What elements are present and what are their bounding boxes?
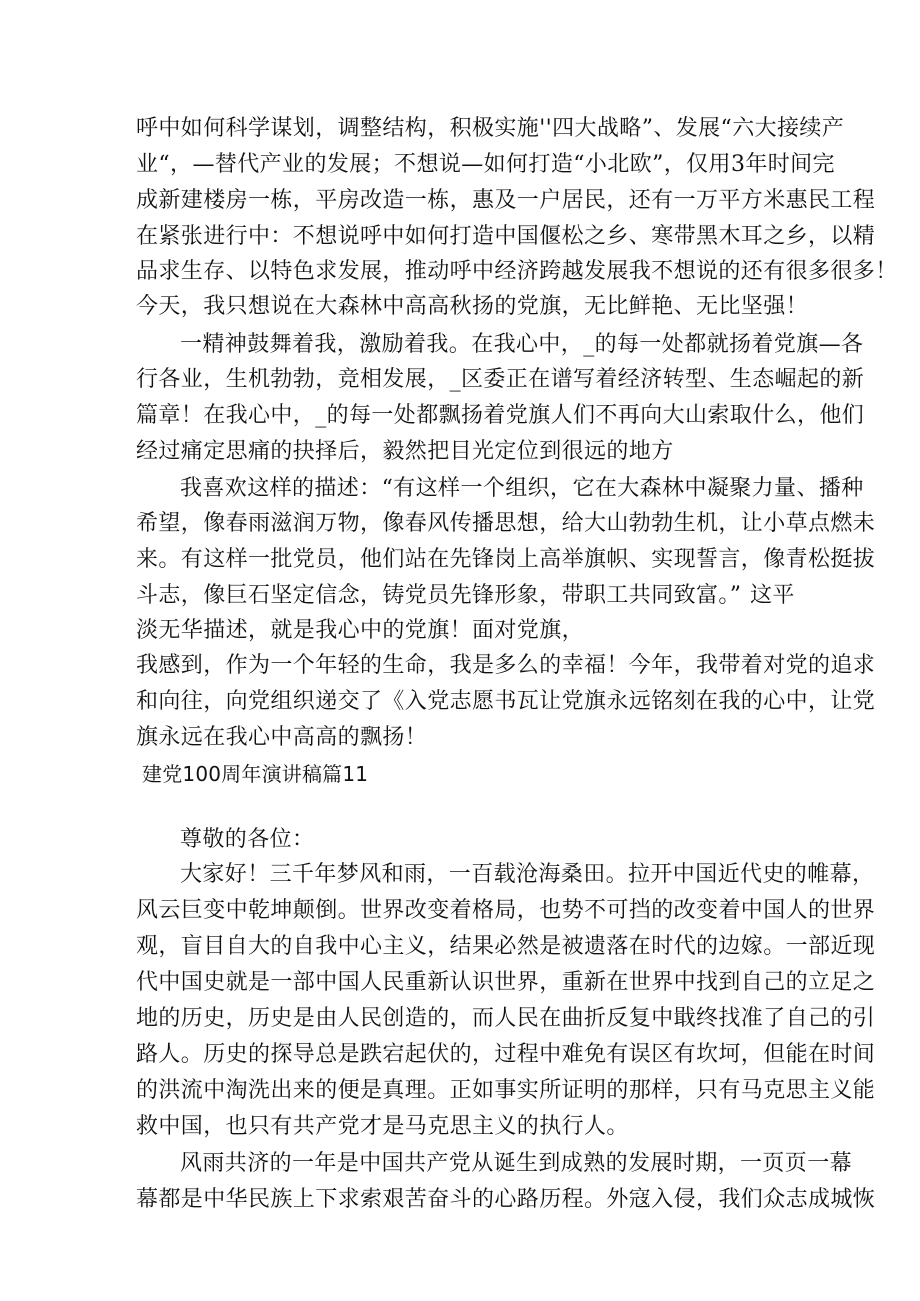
text-line: 大家好！三千年梦风和雨，一百载沧海桑田。拉开中国近代史的帷幕，	[180, 862, 875, 887]
text-line: 品求生存、以特色求发展，推动呼中经济跨越发展我不想说的还有很多很多！	[136, 259, 898, 284]
text-line: 一精神鼓舞着我，激励着我。在我心中，_的每一处都就扬着党旗—各	[180, 332, 864, 357]
text-line: 业“，—替代产业的发展；不想说—如何打造“小北欧”，仅用3年时间完	[136, 152, 835, 177]
text-line: 旗永远在我心中高高的飘扬！	[136, 725, 428, 750]
text-line: 行各业，生机勃勃，竞相发展，_区委正在谱写着经济转型、生态崛起的新	[136, 367, 865, 392]
text-line: 风云巨变中乾坤颠倒。世界改变着格局，也势不可挡的改变着中国人的世界	[136, 898, 876, 923]
text-line: 地的历史，历史是由人民创造的，而人民在曲折反复中戢终找准了自己的引	[136, 1006, 876, 1031]
section-heading: 建党100周年演讲稿篇11	[142, 762, 369, 786]
text-line: 淡无华描述，就是我心中的党旗！面对党旗，	[136, 618, 585, 643]
text-line: 幕都是中华民族上下求索艰苦奋斗的心路历程。外寇入侵，我们众志成城恢	[136, 1187, 876, 1212]
text-line: 成新建楼房一栋，平房改造一栋，惠及一户居民，还有一万平方米惠民工程	[136, 188, 876, 213]
text-line: 我喜欢这样的描述：“有这样一个组织，它在大森林中凝聚力量、播种	[180, 476, 864, 501]
text-line: 这平	[750, 583, 795, 608]
salutation: 尊敬的各位：	[180, 827, 315, 852]
text-line: 斗志，像巨石坚定信念，铸党员先锋形象，带职工共同致富。”	[136, 583, 742, 608]
text-line: 观，盲目自大的自我中心主义，结果必然是被遗落在时代的边嫁。一部近现	[136, 934, 876, 959]
text-line: 篇章！在我心中，_的每一处都飘扬着党旗人们不再向大山索取什么，他们	[136, 403, 865, 428]
text-line: 我感到，作为一个年轻的生命，我是多么的幸福！今年，我带着对党的追求	[136, 653, 876, 678]
text-line: 代中国史就是一部中国人民重新认识世界，重新在世界中找到自己的立足之	[136, 970, 876, 995]
text-line: 来。有这样一批党员，他们站在先锋岗上高举旗帜、实现誓言，像青松挺拔	[136, 547, 876, 572]
text-line: 今天，我只想说在大森林中高高秋扬的党旗，无比鲜艳、无比坚强！	[136, 294, 809, 319]
text-line: 救中国，也只有共产党才是马克思主义的执行人。	[136, 1114, 629, 1139]
text-line: 路人。历史的探导总是跌宕起伏的，过程中难免有误区有坎坷，但能在时间	[136, 1042, 876, 1067]
text-line: 的洪流中淘洗出来的便是真理。正如事实所证明的那样，只有马克思主义能	[136, 1078, 876, 1103]
text-line: 和向往，向党组织递交了《入党志愿书瓦让党旗永远铭刻在我的心中，让党	[136, 689, 876, 714]
text-line: 呼中如何科学谋划，调整结构，积极实施''四大战略”、发展“六大接续产	[136, 116, 845, 141]
text-line: 在紧张进行中：不想说呼中如何打造中国偃松之乡、寒带黑木耳之乡，以精	[136, 224, 876, 249]
text-line: 希望，像春雨滋润万物，像春风传播思想，给大山勃勃生机，让小草点燃未	[136, 511, 876, 536]
text-line: 经过痛定思痛的抉择后，毅然把目光定位到很远的地方	[136, 439, 674, 464]
text-line: 风雨共济的一年是中国共产党从诞生到成熟的发展时期，一页页一幕	[180, 1151, 853, 1176]
